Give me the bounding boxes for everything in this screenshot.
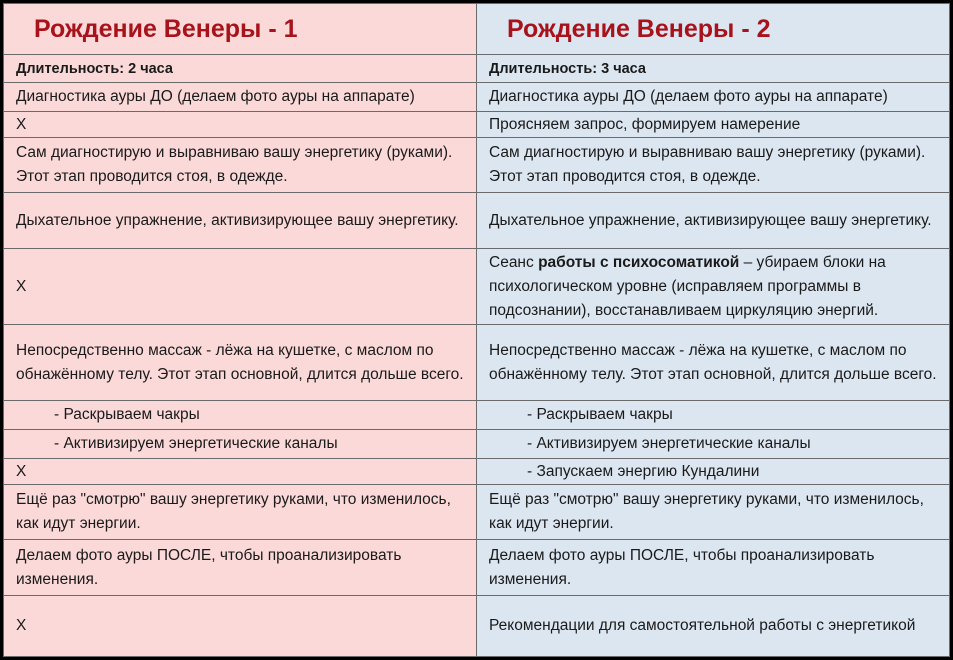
left-cell: Дыхательное упражнение, активизирующее вашу энергетику. <box>4 193 477 249</box>
column-1-title: Рождение Венеры - 1 <box>4 4 477 55</box>
left-cell: Х <box>4 112 477 138</box>
table-row <box>4 325 950 401</box>
left-cell: Диагностика ауры ДО (делаем фото ауры на аппарате) <box>4 83 477 112</box>
right-cell: Ещё раз "смотрю" вашу энергетику руками, что изменилось, как идут энергии. <box>477 485 950 540</box>
right-cell-bold: работы с психосоматикой <box>538 253 740 271</box>
table-row <box>4 540 950 596</box>
comparison-table <box>3 3 950 657</box>
table-row <box>4 83 950 112</box>
right-cell: Дыхательное упражнение, активизирующее вашу энергетику. <box>477 193 950 249</box>
table-row <box>4 430 950 459</box>
left-cell: Делаем фото ауры ПОСЛЕ, чтобы проанализировать изменения. <box>4 540 477 596</box>
table-row <box>4 249 950 325</box>
right-cell: Сам диагностирую и выравниваю вашу энергетику (руками). Этот этап проводится стоя, в одежде. <box>477 138 950 193</box>
left-cell: Х <box>4 596 477 657</box>
right-cell: - Раскрываем чакры <box>477 401 950 430</box>
left-cell: Х <box>4 249 477 325</box>
duration-row <box>4 55 950 83</box>
column-2-duration: Длительность: 3 часа <box>477 55 950 83</box>
left-cell: - Раскрываем чакры <box>4 401 477 430</box>
left-cell: Х <box>4 459 477 485</box>
table-row <box>4 193 950 249</box>
header-row <box>4 4 950 55</box>
table-row <box>4 459 950 485</box>
table-row <box>4 112 950 138</box>
left-cell: - Активизируем энергетические каналы <box>4 430 477 459</box>
right-cell: - Запускаем энергию Кундалини <box>477 459 950 485</box>
right-cell <box>477 249 950 325</box>
table-row <box>4 401 950 430</box>
right-cell: - Активизируем энергетические каналы <box>477 430 950 459</box>
right-cell: Диагностика ауры ДО (делаем фото ауры на аппарате) <box>477 83 950 112</box>
left-cell: Сам диагностирую и выравниваю вашу энергетику (руками). Этот этап проводится стоя, в одежде. <box>4 138 477 193</box>
left-cell: Ещё раз "смотрю" вашу энергетику руками, что изменилось, как идут энергии. <box>4 485 477 540</box>
right-cell: Рекомендации для самостоятельной работы с энергетикой <box>477 596 950 657</box>
table-row <box>4 485 950 540</box>
column-1-duration: Длительность: 2 часа <box>4 55 477 83</box>
right-cell: Проясняем запрос, формируем намерение <box>477 112 950 138</box>
right-cell: Делаем фото ауры ПОСЛЕ, чтобы проанализировать изменения. <box>477 540 950 596</box>
column-2-title: Рождение Венеры - 2 <box>477 4 950 55</box>
left-cell: Непосредственно массаж - лёжа на кушетке, с маслом по обнажённому телу. Этот этап основной, длится дольше всего. <box>4 325 477 401</box>
right-cell-prefix: Сеанс <box>489 253 539 271</box>
table-row <box>4 138 950 193</box>
right-cell: Непосредственно массаж - лёжа на кушетке, с маслом по обнажённому телу. Этот этап основной, длится дольше всего. <box>477 325 950 401</box>
table-row <box>4 596 950 657</box>
right-cell-suffix: – убираем блоки на психологическом уровне (исправляем программы в подсознании), восстанавливаем циркуляцию энергий. <box>489 253 886 319</box>
